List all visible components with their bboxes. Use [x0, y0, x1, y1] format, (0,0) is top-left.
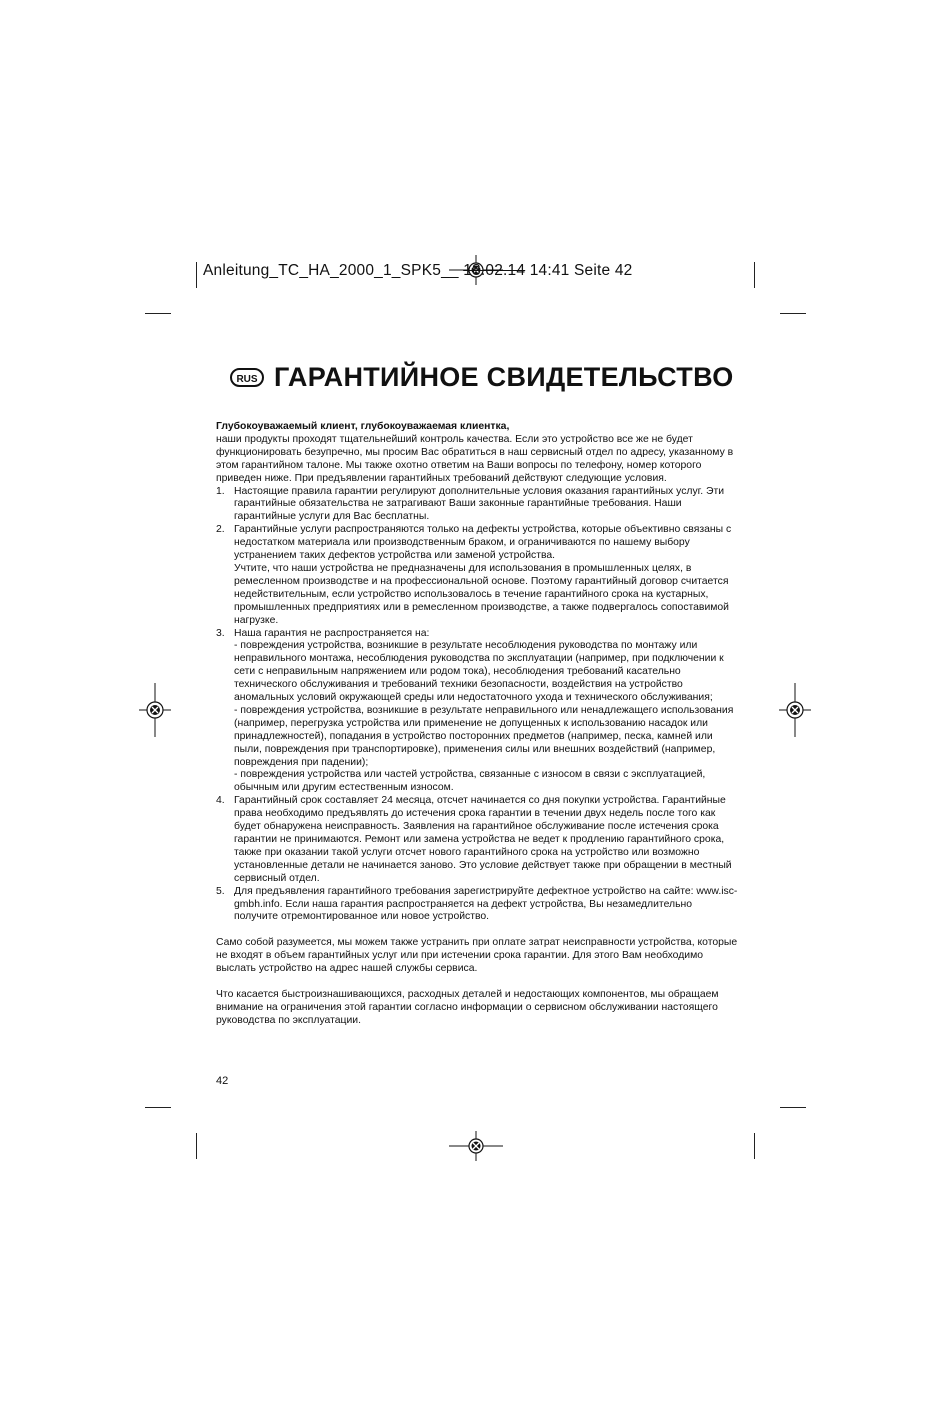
- crop-mark-bottom-left-horizontal: [145, 1107, 171, 1108]
- closing-paragraph-2: Что касается быстроизнашивающихся, расходных деталей и недостающих компонентов, мы обращаем внимание на ограничения этой гарантии согласно информации о сервисном обслуживании настоящего руководства по эксплуатации.: [216, 989, 719, 1026]
- list-item-number: 4.: [216, 795, 225, 807]
- list-item-text: - повреждения устройства или частей устройства, связанные с износом в связи с эксплуатацией, обычным или другим естественным износом.: [234, 769, 706, 794]
- list-item-number: 1.: [216, 485, 225, 497]
- crop-mark-top-right-horizontal: [780, 313, 806, 314]
- list-item-text: Настоящие правила гарантии регулируют дополнительные условия оказания гарантийных услуг. Эти гарантийные обязательства не затрагивают Ваши законные гарантийные требования. Наши гарантийные услуги для Вас бесплатны.: [234, 485, 725, 523]
- list-item-text: - повреждения устройства, возникшие в результате неправильного или ненадлежащего использования (например, перегрузка устройства или применение не допущенных к использованию насадок или принадлежностей), попадания в устройство посторонних предметов (например, песка, камней или пыли, повреждения при транспортировке), применения силы или внешних воздействий (например, повреждения при падении);: [234, 704, 734, 768]
- list-item-text: - повреждения устройства, возникшие в результате несоблюдения руководства по монтажу или неправильного монтажа, несоблюдения руководства по эксплуатации (например, при подключении к сети с неправильным напряжением или родом тока), несоблюдения требований касательно технического обслуживания и требований техники безопасности, воздействия на устройство аномальных условий окружающей среды или недостаточного ухода и технического обслуживания;: [234, 640, 724, 704]
- registration-mark-left-icon: [139, 683, 171, 737]
- crop-mark-bottom-right-horizontal: [780, 1107, 806, 1108]
- list-item-text: Гарантийный срок составляет 24 месяца, отсчет начинается со дня покупки устройства. Гарантийные права необходимо предъявлять до истечения срока гарантии в течении двух недель после того как будет обнаружена неисправность. Заявления на гарантийное обслуживание после истечения срока гарантии не принимаются. Ремонт или замена устройства не ведет к продлению гарантийного срока, также при оказании такой услуги отсчет нового гарантийного срока на устройство или возможно установленные детали не начинается заново. Это условие действует также при обращении в местный сервисный отдел.: [234, 795, 732, 884]
- registration-mark-right-icon: [779, 683, 811, 737]
- language-badge: RUS: [230, 368, 264, 387]
- list-item-number: 2.: [216, 524, 225, 536]
- printer-slug: [203, 262, 632, 280]
- conditions-list: [216, 486, 738, 925]
- crop-mark-top-right-vertical: [754, 262, 755, 288]
- crop-mark-top-left-horizontal: [145, 313, 171, 314]
- crop-mark-bottom-right-vertical: [754, 1133, 755, 1159]
- list-item-number: 3.: [216, 627, 225, 639]
- list-item: [216, 886, 738, 925]
- page-header: [230, 362, 734, 396]
- crop-mark-top-left-vertical: [196, 262, 197, 288]
- list-item-text: Наша гарантия не распространяется на:: [234, 627, 430, 639]
- crop-mark-bottom-left-vertical: [196, 1133, 197, 1159]
- list-item-text: Для предъявления гарантийного требования зарегистрируйте дефектное устройство на сайте: www.isc-gmbh.info. Если наша гарантия распространяется на дефект устройства, Вы незамедлительно получите отремонтированное или новое устройство.: [234, 885, 738, 923]
- list-item: [216, 795, 738, 885]
- slug-time: 14:41: [529, 262, 570, 279]
- list-item: [216, 524, 738, 627]
- page-number: 42: [216, 1075, 229, 1087]
- closing-paragraph-1: Само собой разумеется, мы можем также устранить при оплате затрат неисправности устройства, которые не входят в объем гарантийных услуг или при истечении срока гарантии. Для этого Вам необходимо выслать устройство на адрес нашей службы сервиса.: [216, 937, 738, 975]
- list-item: [216, 628, 738, 796]
- slug-page-label: Seite 42: [574, 262, 633, 279]
- list-item: [216, 486, 738, 525]
- intro-paragraph: наши продукты проходят тщательнейший контроль качества. Если это устройство все же не будет функционировать безупречно, мы просим Вас обратиться в наш сервисный отдел по адресу, указанному в этом гарантийном талоне. Мы также охотно ответим на Ваши вопросы по телефону, номер которого приведен ниже. При предъявлении гарантийных требований действуют следующие условия.: [216, 433, 734, 484]
- slug-filename: Anleitung_TC_HA_2000_1_SPK5__: [203, 262, 459, 279]
- page-title: ГАРАНТИЙНОЕ СВИДЕТЕЛЬСТВО: [274, 362, 734, 392]
- list-item-number: 5.: [216, 885, 225, 897]
- slug-date: 18.02.14: [463, 262, 526, 279]
- greeting: Глубокоуважаемый клиент, глубокоуважаемая клиентка,: [216, 421, 510, 432]
- list-item-text: Гарантийные услуги распространяются только на дефекты устройства, которые объективно связаны с недостатком материала или производственным браком, и ограничиваются по нашему выбору устранением таких дефектов устройства или заменой устройства.: [234, 524, 732, 562]
- registration-mark-bottom-icon: [449, 1131, 503, 1161]
- warranty-body: [216, 421, 738, 1028]
- list-item-text: Учтите, что наши устройства не предназначены для использования в промышленных целях, в ремесленном производстве и на профессиональной основе. Поэтому гарантийный договор считается недействительным, если устройство использовалось в течение гарантийного срока на кустарных, промышленных предприятиях или в ремесленном производстве, а также подвергалось сопоставимой нагрузке.: [234, 562, 729, 626]
